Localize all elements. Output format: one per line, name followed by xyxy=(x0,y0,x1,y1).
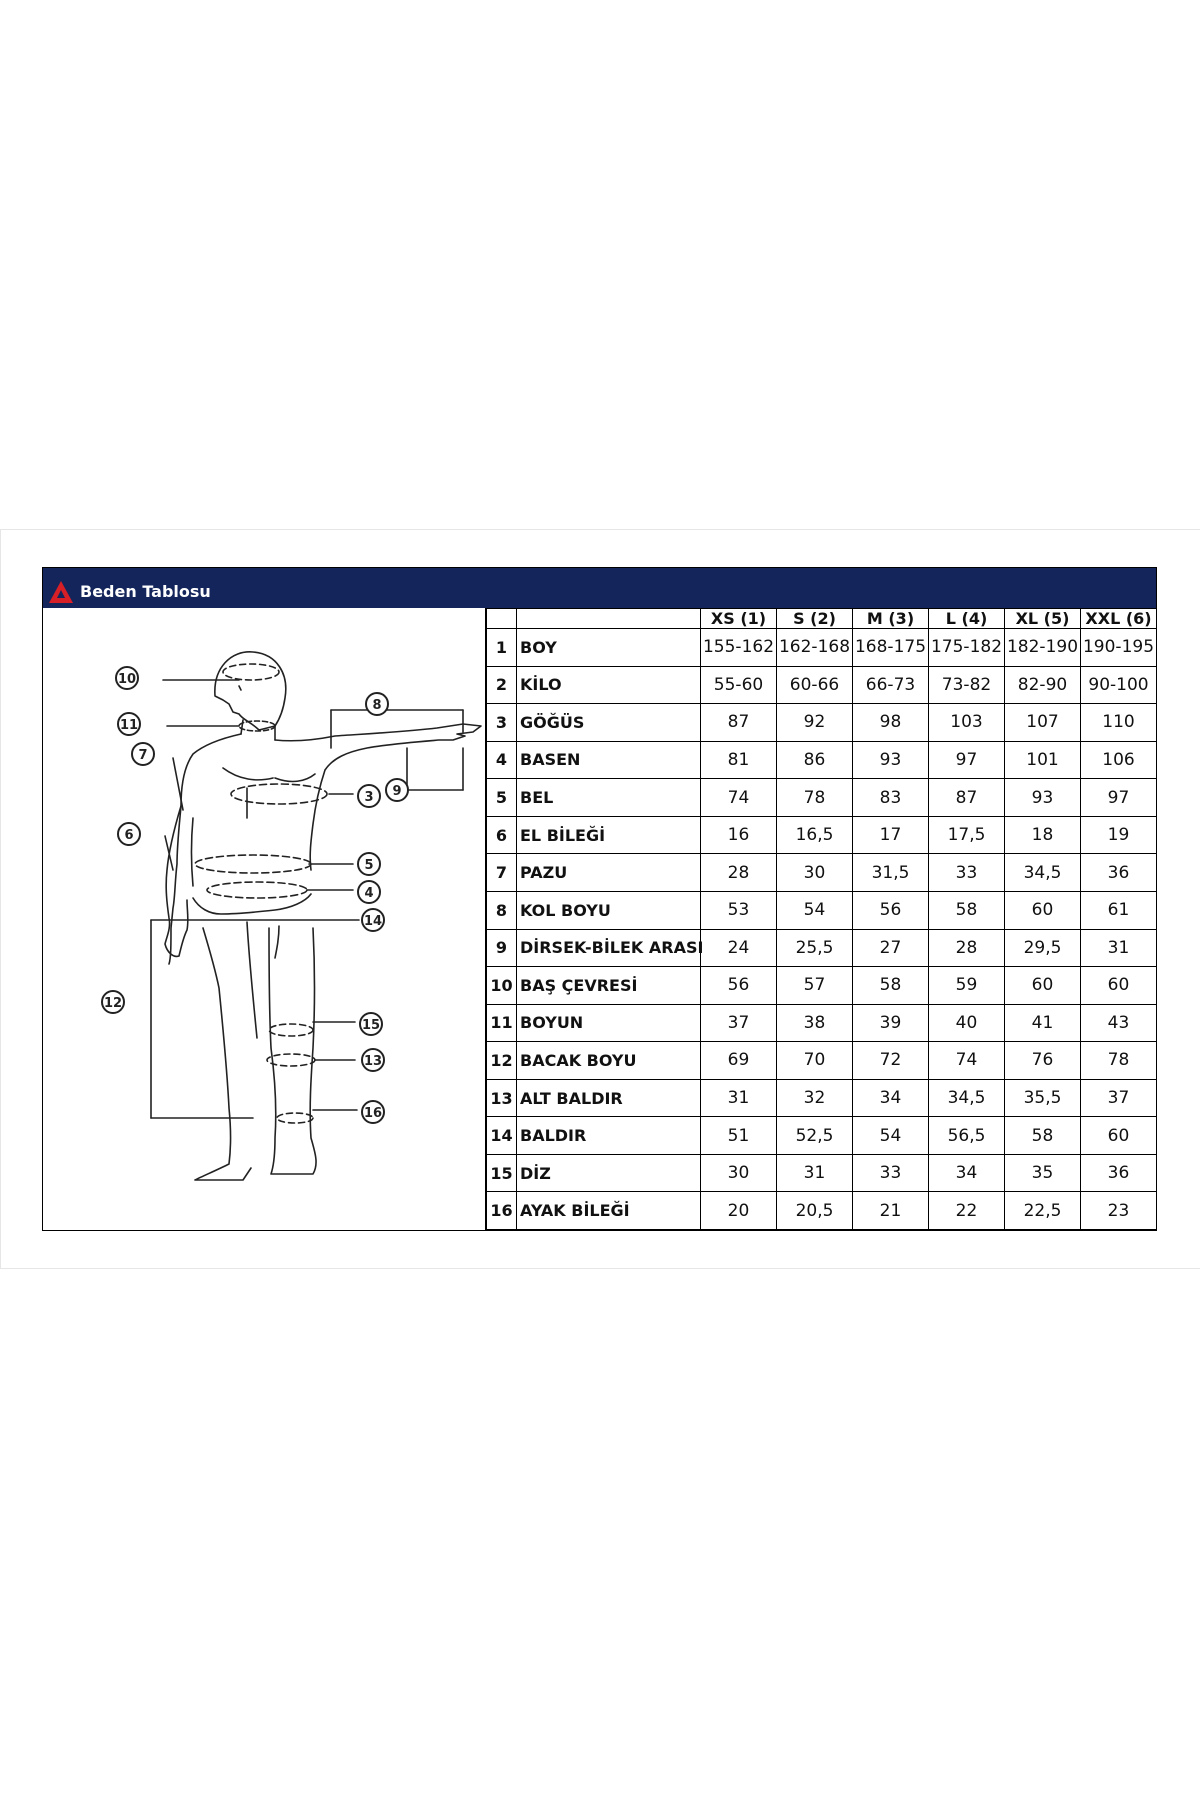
table-cell: 58 xyxy=(1005,1117,1081,1155)
table-cell: 34,5 xyxy=(929,1079,1005,1117)
table-row xyxy=(487,1192,1157,1230)
table-cell: 33 xyxy=(929,854,1005,892)
marker-number: 11 xyxy=(119,718,139,733)
table-cell: 56 xyxy=(853,891,929,929)
table-cell: 20 xyxy=(701,1192,777,1230)
table-cell: 22,5 xyxy=(1005,1192,1081,1230)
table-cell: 20,5 xyxy=(777,1192,853,1230)
table-cell: 56 xyxy=(701,967,777,1005)
table-cell: 83 xyxy=(853,779,929,817)
row-number: 14 xyxy=(487,1117,517,1155)
table-row xyxy=(487,891,1157,929)
table-cell: 175-182 xyxy=(929,629,1005,667)
table-cell: 90-100 xyxy=(1081,666,1157,704)
table-cell: 78 xyxy=(1081,1042,1157,1080)
table-cell: 39 xyxy=(853,1004,929,1042)
measurement-marker-5 xyxy=(358,853,380,875)
row-label: ALT BALDIR xyxy=(517,1079,701,1117)
table-cell: 101 xyxy=(1005,741,1081,779)
marker-number: 13 xyxy=(363,1054,383,1069)
table-cell: 70 xyxy=(777,1042,853,1080)
measurement-marker-14 xyxy=(362,909,384,931)
marker-number: 16 xyxy=(363,1106,383,1121)
table-cell: 97 xyxy=(1081,779,1157,817)
table-cell: 28 xyxy=(701,854,777,892)
table-cell: 182-190 xyxy=(1005,629,1081,667)
marker-number: 9 xyxy=(392,784,402,799)
marker-number: 5 xyxy=(364,858,374,873)
table-cell: 168-175 xyxy=(853,629,929,667)
table-cell: 51 xyxy=(701,1117,777,1155)
table-cell: 103 xyxy=(929,704,1005,742)
row-number: 8 xyxy=(487,891,517,929)
table-cell: 54 xyxy=(853,1117,929,1155)
table-cell: 31,5 xyxy=(853,854,929,892)
table-cell: 72 xyxy=(853,1042,929,1080)
table-cell: 93 xyxy=(1005,779,1081,817)
row-number: 3 xyxy=(487,704,517,742)
header-label-cell xyxy=(517,609,701,629)
marker-layer xyxy=(102,667,408,1123)
table-row xyxy=(487,666,1157,704)
table-cell: 106 xyxy=(1081,741,1157,779)
table-cell: 23 xyxy=(1081,1192,1157,1230)
row-label: DİZ xyxy=(517,1154,701,1192)
row-number: 15 xyxy=(487,1154,517,1192)
table-cell: 24 xyxy=(701,929,777,967)
table-row xyxy=(487,779,1157,817)
row-label: BACAK BOYU xyxy=(517,1042,701,1080)
table-cell: 53 xyxy=(701,891,777,929)
measurement-marker-13 xyxy=(362,1049,384,1071)
table-cell: 76 xyxy=(1005,1042,1081,1080)
table-cell: 30 xyxy=(777,854,853,892)
row-number: 2 xyxy=(487,666,517,704)
table-cell: 28 xyxy=(929,929,1005,967)
table-row xyxy=(487,741,1157,779)
frame-left-line xyxy=(0,529,1,1269)
row-label: EL BİLEĞİ xyxy=(517,816,701,854)
marker-number: 15 xyxy=(361,1018,381,1033)
table-cell: 92 xyxy=(777,704,853,742)
table-cell: 98 xyxy=(853,704,929,742)
table-cell: 17,5 xyxy=(929,816,1005,854)
table-cell: 190-195 xyxy=(1081,629,1157,667)
row-label: BOYUN xyxy=(517,1004,701,1042)
body-diagram-svg xyxy=(43,608,484,1230)
marker-number: 3 xyxy=(364,790,374,805)
row-label: BASEN xyxy=(517,741,701,779)
table-row xyxy=(487,704,1157,742)
table-row xyxy=(487,929,1157,967)
row-label: KOL BOYU xyxy=(517,891,701,929)
row-number: 12 xyxy=(487,1042,517,1080)
table-cell: 34 xyxy=(929,1154,1005,1192)
row-label: GÖĞÜS xyxy=(517,704,701,742)
row-label: BEL xyxy=(517,779,701,817)
table-cell: 155-162 xyxy=(701,629,777,667)
row-number: 16 xyxy=(487,1192,517,1230)
row-number: 7 xyxy=(487,854,517,892)
header-num-cell xyxy=(487,609,517,629)
column-header: L (4) xyxy=(929,609,1005,629)
marker-number: 10 xyxy=(117,672,137,687)
size-chart-card xyxy=(42,567,1157,1231)
table-body xyxy=(487,629,1157,1230)
table-cell: 31 xyxy=(1081,929,1157,967)
row-number: 1 xyxy=(487,629,517,667)
table-cell: 78 xyxy=(777,779,853,817)
table-cell: 36 xyxy=(1081,854,1157,892)
table-row xyxy=(487,1079,1157,1117)
column-header: XS (1) xyxy=(701,609,777,629)
row-label: AYAK BİLEĞİ xyxy=(517,1192,701,1230)
table-cell: 107 xyxy=(1005,704,1081,742)
measurement-marker-7 xyxy=(132,743,154,765)
marker-number: 14 xyxy=(363,914,383,929)
measurement-marker-9 xyxy=(386,779,408,801)
table-cell: 37 xyxy=(701,1004,777,1042)
row-number: 6 xyxy=(487,816,517,854)
measurement-marker-12 xyxy=(102,991,124,1013)
table-cell: 60 xyxy=(1081,1117,1157,1155)
measurement-marker-10 xyxy=(116,667,138,689)
marker-number: 8 xyxy=(372,698,382,713)
row-number: 11 xyxy=(487,1004,517,1042)
row-number: 4 xyxy=(487,741,517,779)
table-cell: 60 xyxy=(1005,967,1081,1005)
table-row xyxy=(487,1154,1157,1192)
table-cell: 60 xyxy=(1005,891,1081,929)
page-title: Beden Tablosu xyxy=(80,582,211,601)
row-label: BALDIR xyxy=(517,1117,701,1155)
table-cell: 69 xyxy=(701,1042,777,1080)
table-row xyxy=(487,854,1157,892)
measurement-marker-16 xyxy=(362,1101,384,1123)
table-row xyxy=(487,816,1157,854)
table-row xyxy=(487,1042,1157,1080)
table-cell: 41 xyxy=(1005,1004,1081,1042)
table-cell: 60 xyxy=(1081,967,1157,1005)
frame-top-line xyxy=(0,529,1200,530)
marker-number: 4 xyxy=(364,886,374,901)
measurement-marker-3 xyxy=(358,785,380,807)
table-cell: 59 xyxy=(929,967,1005,1005)
table-cell: 86 xyxy=(777,741,853,779)
table-cell: 40 xyxy=(929,1004,1005,1042)
table-cell: 25,5 xyxy=(777,929,853,967)
table-cell: 43 xyxy=(1081,1004,1157,1042)
table-cell: 66-73 xyxy=(853,666,929,704)
row-label: KİLO xyxy=(517,666,701,704)
table-cell: 87 xyxy=(929,779,1005,817)
title-bar xyxy=(43,568,1156,608)
table-cell: 38 xyxy=(777,1004,853,1042)
table-header-row xyxy=(487,609,1157,629)
table-cell: 29,5 xyxy=(1005,929,1081,967)
table-cell: 81 xyxy=(701,741,777,779)
table-cell: 30 xyxy=(701,1154,777,1192)
table-cell: 60-66 xyxy=(777,666,853,704)
table-cell: 37 xyxy=(1081,1079,1157,1117)
row-label: PAZU xyxy=(517,854,701,892)
measurement-marker-4 xyxy=(358,881,380,903)
table-cell: 31 xyxy=(701,1079,777,1117)
table-cell: 34 xyxy=(853,1079,929,1117)
column-header: XXL (6) xyxy=(1081,609,1157,629)
table-cell: 54 xyxy=(777,891,853,929)
row-label: BAŞ ÇEVRESİ xyxy=(517,967,701,1005)
table-cell: 35 xyxy=(1005,1154,1081,1192)
marker-number: 6 xyxy=(124,828,134,843)
marker-number: 12 xyxy=(103,996,123,1011)
table-row xyxy=(487,1117,1157,1155)
table-cell: 58 xyxy=(853,967,929,1005)
table-row xyxy=(487,967,1157,1005)
row-number: 5 xyxy=(487,779,517,817)
table-row xyxy=(487,1004,1157,1042)
table-cell: 162-168 xyxy=(777,629,853,667)
table-cell: 87 xyxy=(701,704,777,742)
row-number: 9 xyxy=(487,929,517,967)
table-cell: 34,5 xyxy=(1005,854,1081,892)
table-cell: 36 xyxy=(1081,1154,1157,1192)
table-cell: 55-60 xyxy=(701,666,777,704)
marker-number: 7 xyxy=(138,748,148,763)
table-cell: 17 xyxy=(853,816,929,854)
table-cell: 58 xyxy=(929,891,1005,929)
table-cell: 56,5 xyxy=(929,1117,1005,1155)
measurement-marker-11 xyxy=(118,713,140,735)
table-cell: 82-90 xyxy=(1005,666,1081,704)
measurement-marker-15 xyxy=(360,1013,382,1035)
row-number: 13 xyxy=(487,1079,517,1117)
table-cell: 93 xyxy=(853,741,929,779)
table-row xyxy=(487,629,1157,667)
measurement-marker-6 xyxy=(118,823,140,845)
column-header: M (3) xyxy=(853,609,929,629)
body-measurement-figure xyxy=(43,608,486,1230)
table-cell: 52,5 xyxy=(777,1117,853,1155)
column-header: XL (5) xyxy=(1005,609,1081,629)
table-cell: 74 xyxy=(701,779,777,817)
table-cell: 73-82 xyxy=(929,666,1005,704)
table-cell: 22 xyxy=(929,1192,1005,1230)
table-cell: 35,5 xyxy=(1005,1079,1081,1117)
table-cell: 19 xyxy=(1081,816,1157,854)
brand-logo-icon xyxy=(49,581,73,603)
column-header: S (2) xyxy=(777,609,853,629)
table-cell: 32 xyxy=(777,1079,853,1117)
frame-bottom-line xyxy=(0,1268,1200,1269)
table-cell: 33 xyxy=(853,1154,929,1192)
row-label: DİRSEK-BİLEK ARASI xyxy=(517,929,701,967)
table-cell: 110 xyxy=(1081,704,1157,742)
table-cell: 16,5 xyxy=(777,816,853,854)
table-cell: 74 xyxy=(929,1042,1005,1080)
table-cell: 31 xyxy=(777,1154,853,1192)
row-label: BOY xyxy=(517,629,701,667)
table-cell: 97 xyxy=(929,741,1005,779)
measurement-marker-8 xyxy=(366,693,388,715)
size-table xyxy=(486,608,1157,1230)
table-cell: 16 xyxy=(701,816,777,854)
table-cell: 21 xyxy=(853,1192,929,1230)
row-number: 10 xyxy=(487,967,517,1005)
table-cell: 57 xyxy=(777,967,853,1005)
table-cell: 61 xyxy=(1081,891,1157,929)
table-cell: 27 xyxy=(853,929,929,967)
table-cell: 18 xyxy=(1005,816,1081,854)
